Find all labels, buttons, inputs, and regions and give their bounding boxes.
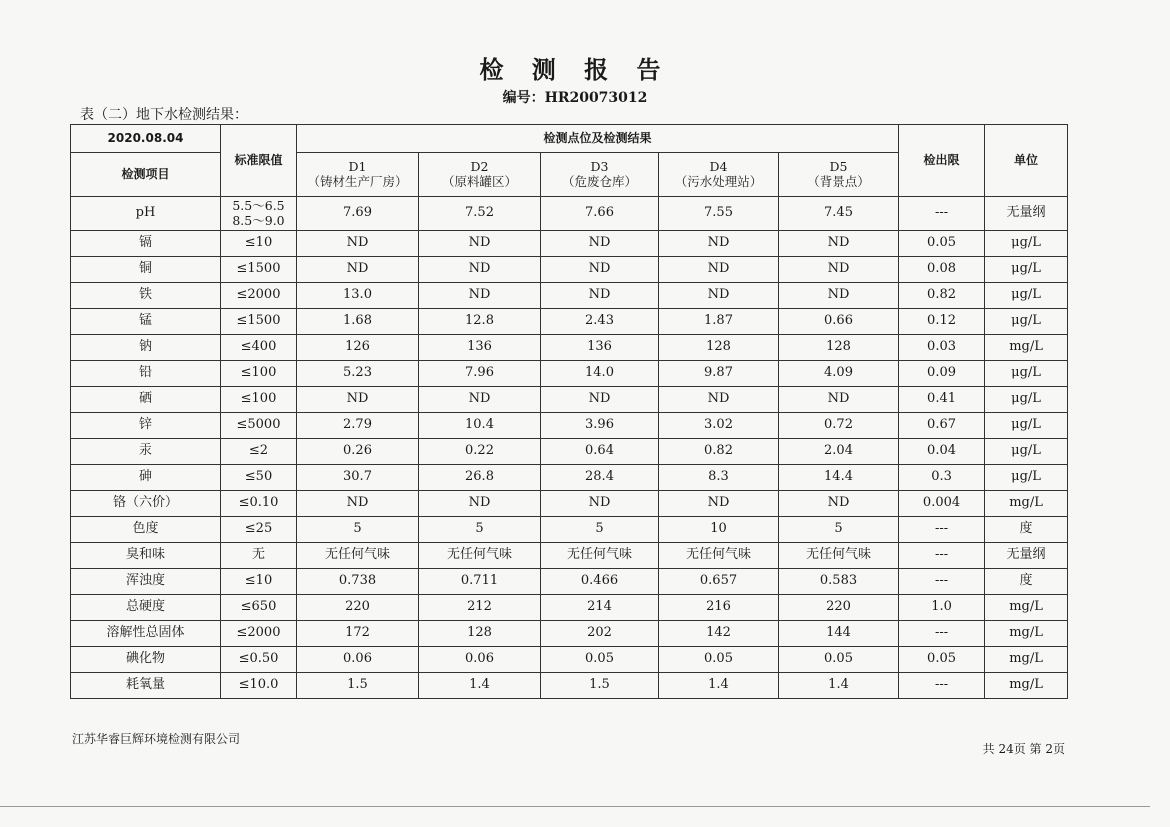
value-cell: 7.45 — [779, 197, 899, 231]
standard-cell: ≤650 — [221, 595, 297, 621]
detection-limit-header: 检出限 — [899, 125, 985, 197]
limit-cell: --- — [899, 621, 985, 647]
value-cell: 无任何气味 — [779, 543, 899, 569]
value-cell: 2.43 — [541, 309, 659, 335]
unit-header: 单位 — [985, 125, 1068, 197]
limit-cell: --- — [899, 517, 985, 543]
value-cell: ND — [297, 491, 419, 517]
value-cell: 26.8 — [419, 465, 541, 491]
date-header: 2020.08.04 — [71, 125, 221, 153]
value-cell: ND — [419, 491, 541, 517]
value-cell: 1.4 — [659, 673, 779, 699]
unit-cell: μg/L — [985, 231, 1068, 257]
value-cell: 136 — [541, 335, 659, 361]
unit-cell: 无量纲 — [985, 543, 1068, 569]
value-cell: 3.96 — [541, 413, 659, 439]
value-cell: 0.738 — [297, 569, 419, 595]
limit-cell: --- — [899, 543, 985, 569]
unit-cell: mg/L — [985, 595, 1068, 621]
value-cell: ND — [659, 491, 779, 517]
unit-cell: μg/L — [985, 361, 1068, 387]
value-cell: 136 — [419, 335, 541, 361]
item-cell: 耗氧量 — [71, 673, 221, 699]
item-cell: 镉 — [71, 231, 221, 257]
value-cell: 5 — [779, 517, 899, 543]
limit-cell: 0.08 — [899, 257, 985, 283]
limit-cell: --- — [899, 569, 985, 595]
unit-cell: mg/L — [985, 491, 1068, 517]
value-cell: 1.87 — [659, 309, 779, 335]
value-cell: 12.8 — [419, 309, 541, 335]
standard-cell: ≤2000 — [221, 283, 297, 309]
value-cell: ND — [779, 283, 899, 309]
value-cell: 0.82 — [659, 439, 779, 465]
unit-cell: μg/L — [985, 465, 1068, 491]
item-cell: 铜 — [71, 257, 221, 283]
value-cell: 142 — [659, 621, 779, 647]
standard-cell: ≤10 — [221, 231, 297, 257]
item-header: 检测项目 — [71, 153, 221, 197]
limit-cell: 0.82 — [899, 283, 985, 309]
value-cell: ND — [541, 231, 659, 257]
unit-cell: μg/L — [985, 439, 1068, 465]
unit-cell: mg/L — [985, 673, 1068, 699]
value-cell: ND — [419, 231, 541, 257]
table-row — [71, 257, 1068, 283]
value-cell: 0.06 — [297, 647, 419, 673]
value-cell: ND — [659, 283, 779, 309]
value-cell: 5 — [541, 517, 659, 543]
table-row — [71, 647, 1068, 673]
unit-cell: μg/L — [985, 309, 1068, 335]
standard-cell: ≤1500 — [221, 309, 297, 335]
limit-cell: 0.05 — [899, 231, 985, 257]
limit-cell: 0.67 — [899, 413, 985, 439]
unit-cell: mg/L — [985, 621, 1068, 647]
unit-cell: μg/L — [985, 413, 1068, 439]
value-cell: 5.23 — [297, 361, 419, 387]
table-row — [71, 465, 1068, 491]
unit-cell: 无量纲 — [985, 197, 1068, 231]
value-cell: 1.5 — [541, 673, 659, 699]
value-cell: ND — [659, 257, 779, 283]
value-cell: 7.96 — [419, 361, 541, 387]
table-row — [71, 517, 1068, 543]
value-cell: 0.66 — [779, 309, 899, 335]
value-cell: 1.5 — [297, 673, 419, 699]
value-cell: 128 — [659, 335, 779, 361]
page-divider — [0, 806, 1150, 807]
item-cell: 臭和味 — [71, 543, 221, 569]
unit-cell: 度 — [985, 569, 1068, 595]
value-cell: 10.4 — [419, 413, 541, 439]
limit-cell: 0.03 — [899, 335, 985, 361]
limit-cell: 0.3 — [899, 465, 985, 491]
table-row — [71, 595, 1068, 621]
value-cell: 7.69 — [297, 197, 419, 231]
value-cell: 14.4 — [779, 465, 899, 491]
item-cell: 锌 — [71, 413, 221, 439]
limit-cell: --- — [899, 197, 985, 231]
value-cell: 无任何气味 — [419, 543, 541, 569]
value-cell: ND — [779, 231, 899, 257]
item-cell: 锰 — [71, 309, 221, 335]
value-cell: 1.4 — [419, 673, 541, 699]
standard-cell: ≤100 — [221, 361, 297, 387]
value-cell: 0.583 — [779, 569, 899, 595]
value-cell: 128 — [779, 335, 899, 361]
table-row — [71, 413, 1068, 439]
value-cell: 144 — [779, 621, 899, 647]
value-cell: 220 — [779, 595, 899, 621]
unit-cell: μg/L — [985, 387, 1068, 413]
value-cell: 128 — [419, 621, 541, 647]
value-cell: 5 — [419, 517, 541, 543]
value-cell: 0.05 — [659, 647, 779, 673]
value-cell: 3.02 — [659, 413, 779, 439]
table-row — [71, 543, 1068, 569]
table-row — [71, 387, 1068, 413]
table-caption: 表（二）地下水检测结果： — [80, 107, 248, 123]
value-cell: ND — [541, 491, 659, 517]
table-row — [71, 231, 1068, 257]
value-cell: 14.0 — [541, 361, 659, 387]
unit-cell: μg/L — [985, 283, 1068, 309]
unit-cell: mg/L — [985, 647, 1068, 673]
unit-cell: 度 — [985, 517, 1068, 543]
value-cell: 7.52 — [419, 197, 541, 231]
value-cell: 0.06 — [419, 647, 541, 673]
standard-cell: 无 — [221, 543, 297, 569]
standard-cell: ≤10.0 — [221, 673, 297, 699]
value-cell: 202 — [541, 621, 659, 647]
value-cell: 无任何气味 — [659, 543, 779, 569]
value-cell: ND — [541, 257, 659, 283]
table-row — [71, 439, 1068, 465]
limit-cell: 0.004 — [899, 491, 985, 517]
value-cell: ND — [779, 387, 899, 413]
value-cell: 0.466 — [541, 569, 659, 595]
value-cell: 8.3 — [659, 465, 779, 491]
groundwater-results-table — [70, 124, 1068, 699]
point-header-d3: D3 （危废仓库） — [541, 153, 659, 197]
point-header-d5: D5 （背景点） — [779, 153, 899, 197]
value-cell: ND — [419, 257, 541, 283]
table-row — [71, 335, 1068, 361]
table-row — [71, 309, 1068, 335]
value-cell: 212 — [419, 595, 541, 621]
limit-cell: 0.09 — [899, 361, 985, 387]
points-header: 检测点位及检测结果 — [297, 125, 899, 153]
page-indicator: 共 24页 第 2页 — [982, 742, 1065, 756]
value-cell: 216 — [659, 595, 779, 621]
value-cell: ND — [659, 231, 779, 257]
limit-cell: 0.05 — [899, 647, 985, 673]
value-cell: 7.66 — [541, 197, 659, 231]
value-cell: ND — [541, 283, 659, 309]
value-cell: 214 — [541, 595, 659, 621]
item-cell: 砷 — [71, 465, 221, 491]
standard-cell: ≤0.10 — [221, 491, 297, 517]
value-cell: 0.657 — [659, 569, 779, 595]
value-cell: 0.05 — [541, 647, 659, 673]
value-cell: 0.26 — [297, 439, 419, 465]
item-cell: 总硬度 — [71, 595, 221, 621]
item-cell: 浑浊度 — [71, 569, 221, 595]
value-cell: 220 — [297, 595, 419, 621]
standard-cell: ≤0.50 — [221, 647, 297, 673]
item-cell: 铁 — [71, 283, 221, 309]
value-cell: 1.4 — [779, 673, 899, 699]
value-cell: 2.79 — [297, 413, 419, 439]
point-header-d1: D1 （铸材生产厂房） — [297, 153, 419, 197]
value-cell: 无任何气味 — [297, 543, 419, 569]
limit-cell: 0.12 — [899, 309, 985, 335]
table-row-ph — [71, 197, 1068, 231]
value-cell: 0.05 — [779, 647, 899, 673]
standard-cell: ≤400 — [221, 335, 297, 361]
limit-cell: --- — [899, 673, 985, 699]
standard-cell: ≤10 — [221, 569, 297, 595]
report-number: 编号：HR20073012 — [502, 90, 648, 106]
standard-cell: ≤1500 — [221, 257, 297, 283]
value-cell: ND — [297, 257, 419, 283]
standard-cell: ≤100 — [221, 387, 297, 413]
item-cell: 铬（六价） — [71, 491, 221, 517]
item-cell: 硒 — [71, 387, 221, 413]
standard-cell: ≤25 — [221, 517, 297, 543]
table-row — [71, 361, 1068, 387]
standard-cell: 5.5～6.5 8.5～9.0 — [221, 197, 297, 231]
value-cell: 无任何气味 — [541, 543, 659, 569]
value-cell: 5 — [297, 517, 419, 543]
table-row — [71, 569, 1068, 595]
value-cell: 2.04 — [779, 439, 899, 465]
table-row — [71, 283, 1068, 309]
unit-cell: μg/L — [985, 257, 1068, 283]
table-row — [71, 673, 1068, 699]
value-cell: 7.55 — [659, 197, 779, 231]
value-cell: ND — [419, 283, 541, 309]
value-cell: 126 — [297, 335, 419, 361]
value-cell: ND — [659, 387, 779, 413]
value-cell: 30.7 — [297, 465, 419, 491]
value-cell: ND — [297, 231, 419, 257]
limit-cell: 0.41 — [899, 387, 985, 413]
value-cell: 0.711 — [419, 569, 541, 595]
value-cell: ND — [419, 387, 541, 413]
value-cell: 9.87 — [659, 361, 779, 387]
value-cell: 10 — [659, 517, 779, 543]
value-cell: 0.22 — [419, 439, 541, 465]
value-cell: ND — [779, 257, 899, 283]
standard-header: 标准限值 — [221, 125, 297, 197]
value-cell: 0.64 — [541, 439, 659, 465]
company-name: 江苏华睿巨辉环境检测有限公司 — [72, 732, 241, 746]
unit-cell: mg/L — [985, 335, 1068, 361]
value-cell: 0.72 — [779, 413, 899, 439]
value-cell: ND — [541, 387, 659, 413]
value-cell: 172 — [297, 621, 419, 647]
item-cell: 钠 — [71, 335, 221, 361]
item-cell: 铅 — [71, 361, 221, 387]
point-header-d4: D4 （污水处理站） — [659, 153, 779, 197]
limit-cell: 0.04 — [899, 439, 985, 465]
table-row — [71, 491, 1068, 517]
value-cell: ND — [297, 387, 419, 413]
report-title: 检 测 报 告 — [479, 55, 671, 84]
item-cell: 溶解性总固体 — [71, 621, 221, 647]
point-header-d2: D2 （原料罐区） — [419, 153, 541, 197]
standard-cell: ≤2000 — [221, 621, 297, 647]
limit-cell: 1.0 — [899, 595, 985, 621]
item-cell: 汞 — [71, 439, 221, 465]
standard-cell: ≤2 — [221, 439, 297, 465]
standard-cell: ≤5000 — [221, 413, 297, 439]
item-cell: 碘化物 — [71, 647, 221, 673]
value-cell: 4.09 — [779, 361, 899, 387]
value-cell: ND — [779, 491, 899, 517]
standard-cell: ≤50 — [221, 465, 297, 491]
item-cell: pH — [71, 197, 221, 231]
item-cell: 色度 — [71, 517, 221, 543]
table-row — [71, 621, 1068, 647]
value-cell: 1.68 — [297, 309, 419, 335]
value-cell: 28.4 — [541, 465, 659, 491]
value-cell: 13.0 — [297, 283, 419, 309]
